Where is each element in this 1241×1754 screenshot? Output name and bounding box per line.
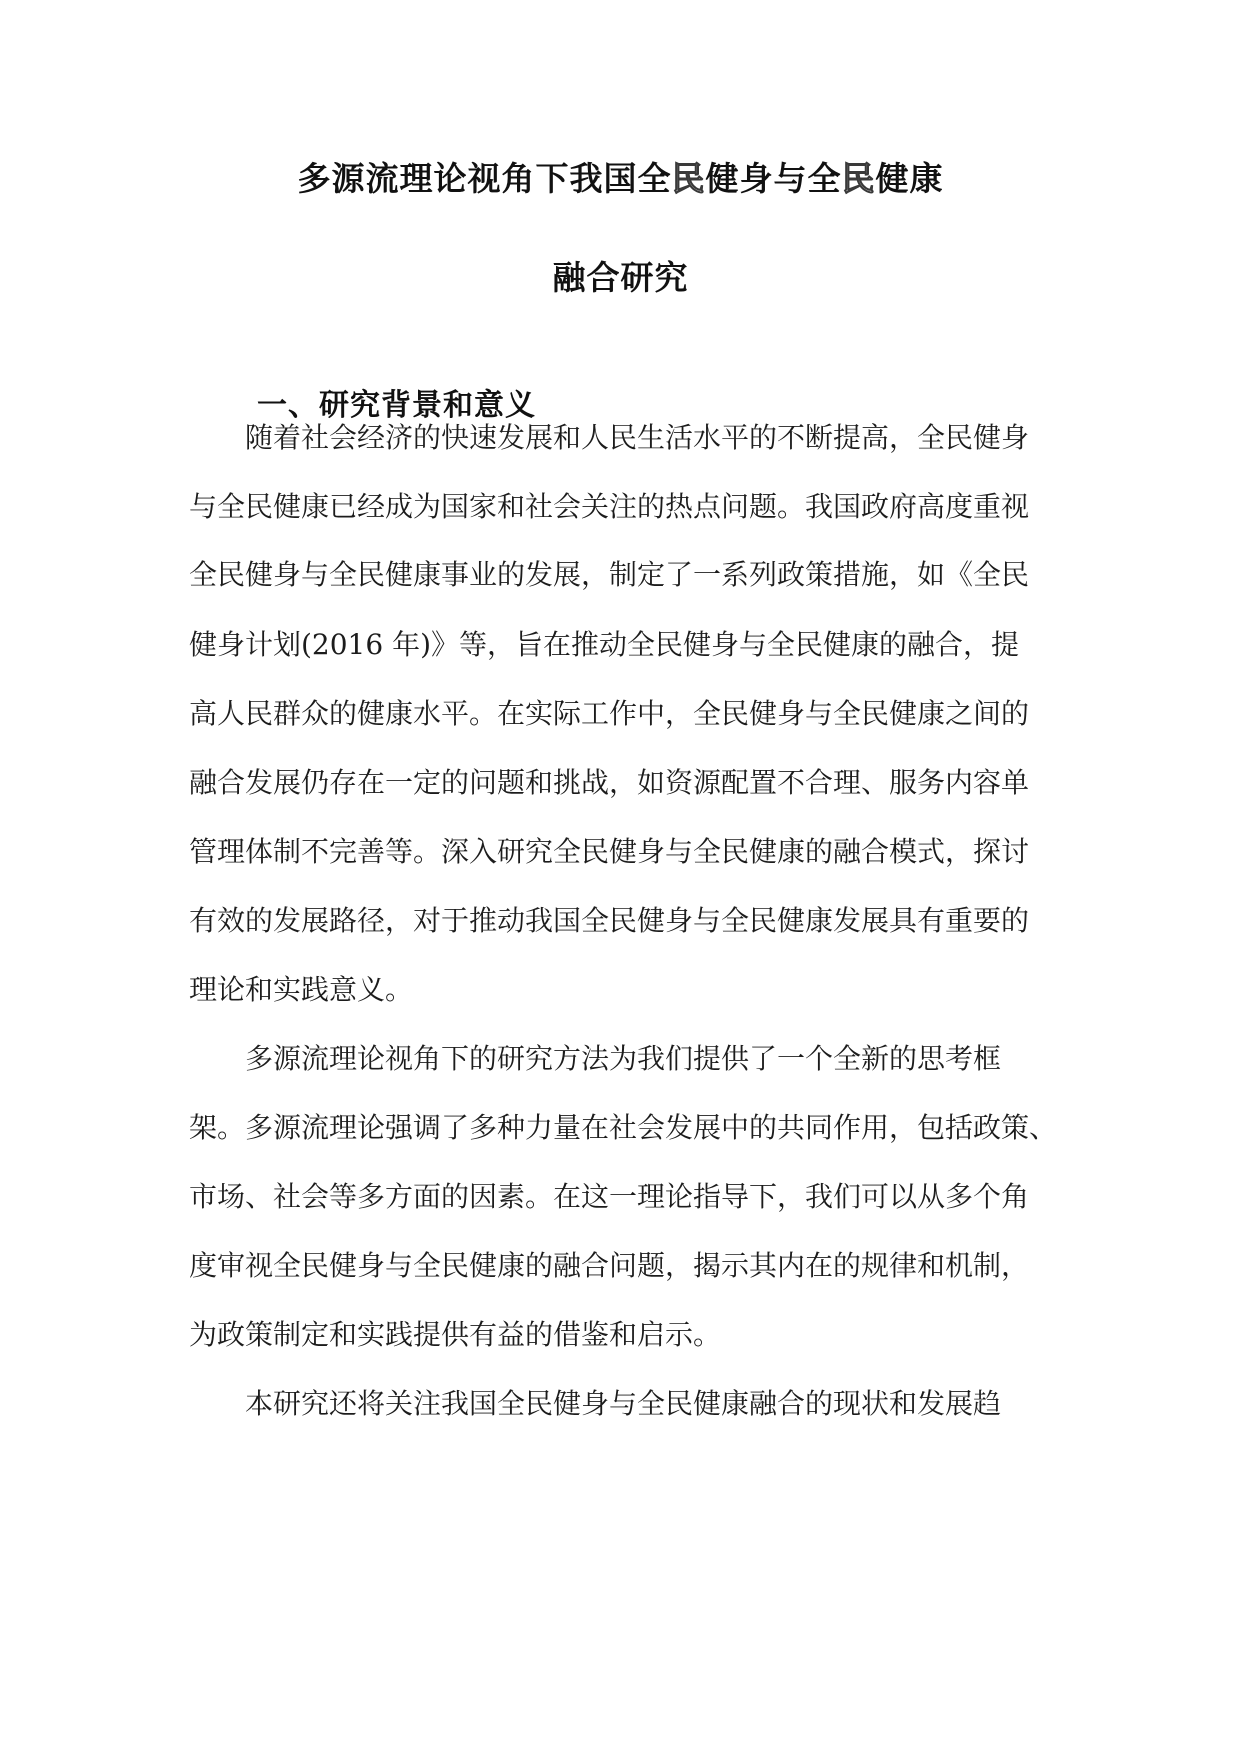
title-highlighted-character: 民 [671, 159, 706, 198]
paragraph-2-line-3: 市场、社会等多方面的因素。在这一理论指导下，我们可以从多个角 [189, 1180, 1030, 1213]
paragraph-1-line-7: 管理体制不完善等。深入研究全民健身与全民健康的融合模式，探讨 [189, 835, 1030, 868]
title-text-part: 多源流理论视角下我国全 [297, 159, 672, 198]
title-text-part: 健身与全 [705, 159, 842, 198]
title-highlighted-character: 民 [841, 159, 876, 198]
paragraph-1-line-1: 随着社会经济的快速发展和人民生活水平的不断提高，全民健身 [245, 421, 1030, 454]
title-text-part: 健康 [875, 159, 944, 198]
paragraph-2-line-1: 多源流理论视角下的研究方法为我们提供了一个全新的思考框 [245, 1042, 1002, 1075]
paragraph-1-line-8: 有效的发展路径，对于推动我国全民健身与全民健康发展具有重要的 [189, 904, 1030, 937]
paragraph-2-line-4: 度审视全民健身与全民健康的融合问题，揭示其内在的规律和机制， [189, 1249, 1030, 1282]
paragraph-2-line-2: 架。多源流理论强调了多种力量在社会发展中的共同作用，包括政策、 [189, 1111, 1058, 1144]
paragraph-2-line-5: 为政策制定和实践提供有益的借鉴和启示。 [189, 1318, 722, 1351]
paragraph-3-line-1: 本研究还将关注我国全民健身与全民健康融合的现状和发展趋 [245, 1387, 1002, 1420]
paragraph-1-line-4: 健身计划(2016 年)》等，旨在推动全民健身与全民健康的融合，提 [189, 628, 1020, 661]
paragraph-1-line-3: 全民健身与全民健康事业的发展，制定了一系列政策措施，如《全民 [189, 558, 1030, 591]
document-title-line-2: 融合研究 [552, 258, 689, 297]
paragraph-1-line-6: 融合发展仍存在一定的问题和挑战，如资源配置不合理、服务内容单 [189, 766, 1030, 799]
paragraph-1-line-2: 与全民健康已经成为国家和社会关注的热点问题。我国政府高度重视 [189, 490, 1030, 523]
document-title-line-1 [150, 153, 1091, 200]
section-heading: 一、研究背景和意义 [257, 388, 536, 423]
paragraph-1-line-5: 高人民群众的健康水平。在实际工作中，全民健身与全民健康之间的 [189, 697, 1030, 730]
paragraph-1-line-9: 理论和实践意义。 [189, 973, 414, 1006]
